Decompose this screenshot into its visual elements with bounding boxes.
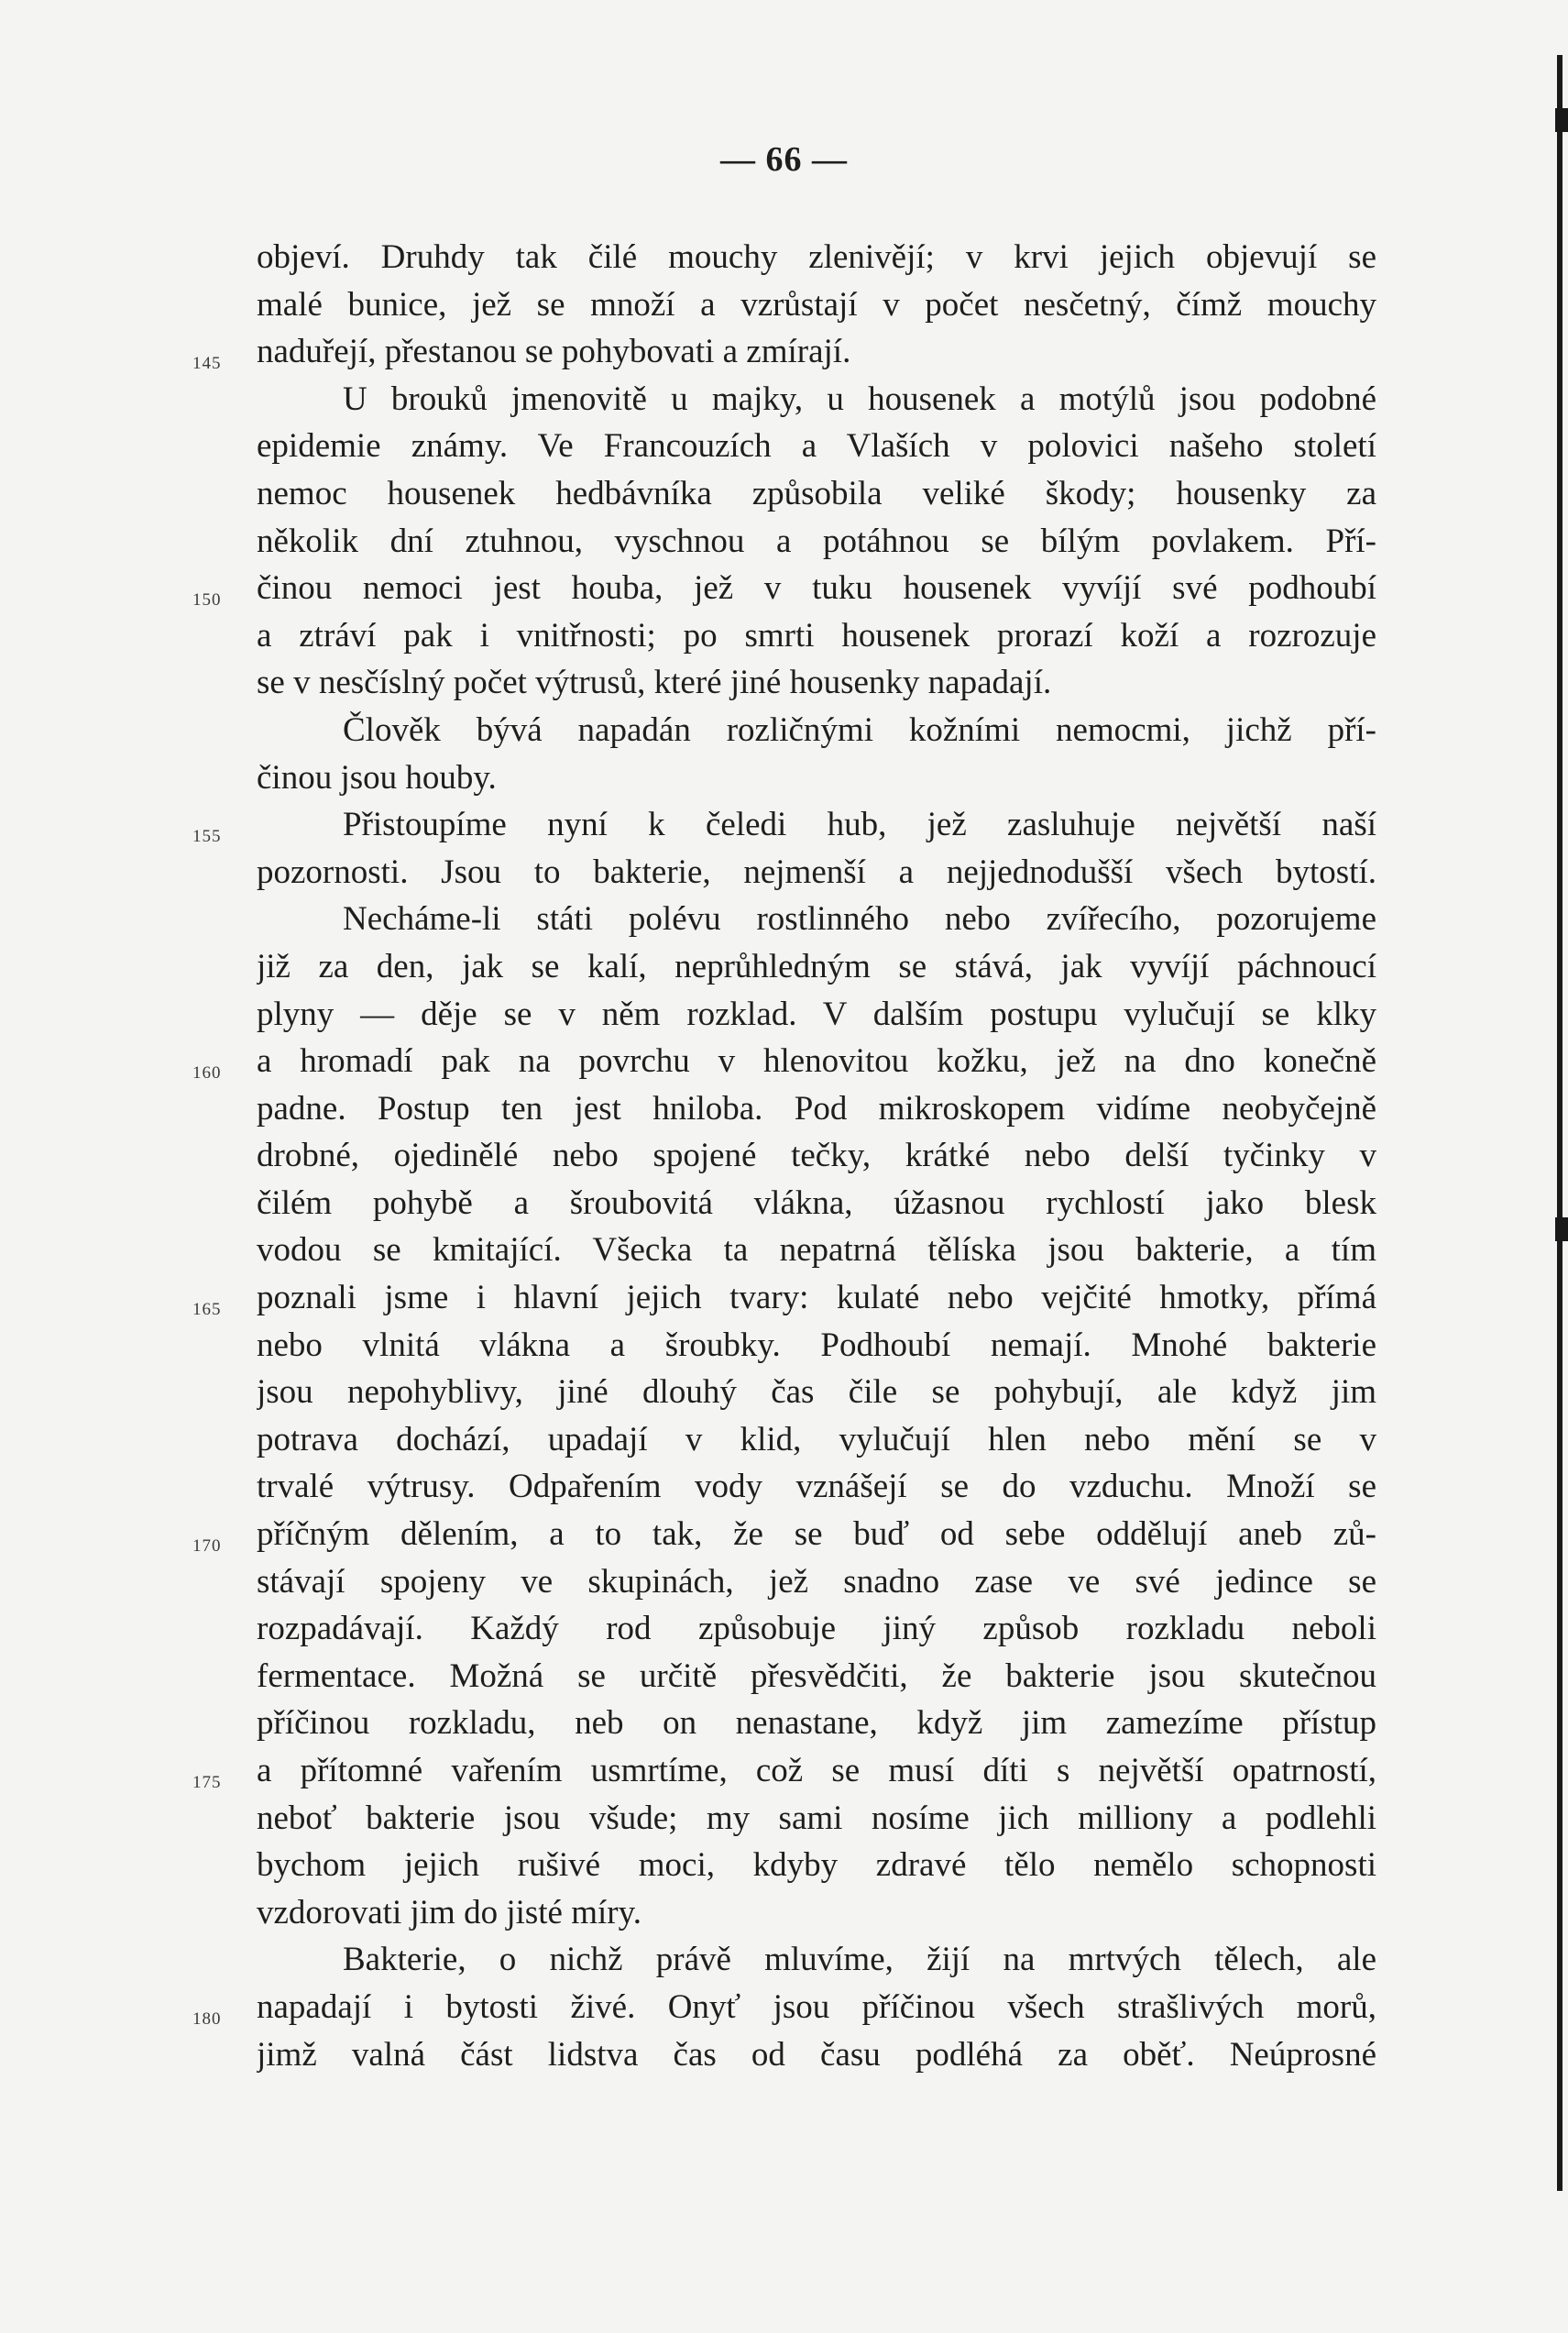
line-number: 165 (192, 1300, 222, 1319)
text-line: epidemie známy. Ve Francouzích a Vlaších v polovici našeho století (257, 427, 1376, 466)
text-line: nemoc housenek hedbávníka způsobila veliké škody; housenky za (257, 474, 1376, 512)
text-line: činou jsou houby. (257, 758, 497, 797)
text-line: trvalé výtrusy. Odpařením vody vznášejí se do vzduchu. Množí se (257, 1468, 1376, 1506)
text-line: Necháme-li státi polévu rostlinného nebo zvířecího, pozorujeme (343, 900, 1376, 939)
text-line: příčným dělením, a to tak, že se buď od sebe oddělují aneb zů- (257, 1515, 1376, 1554)
line-number: 150 (192, 590, 222, 610)
text-line: U brouků jmenovitě u majky, u housenek a motýlů jsou podobné (343, 380, 1376, 418)
text-line: malé bunice, jež se množí a vzrůstají v počet nesčetný, čímž mouchy (257, 285, 1376, 324)
text-line: Bakterie, o nichž právě mluvíme, žijí na mrtvých tělech, ale (343, 1941, 1376, 1979)
text-line: a přítomné vařením usmrtíme, což se musí díti s největší opatrností, (257, 1752, 1376, 1789)
page-edge-mark (1555, 108, 1568, 132)
text-line: stávají spojeny ve skupinách, jež snadno zase ve své jedince se (257, 1562, 1376, 1601)
text-line: bychom jejich rušivé moci, kdyby zdravé tělo nemělo schopnosti (257, 1846, 1376, 1885)
text-line: činou nemoci jest houba, jež v tuku housenek vyvíjí své podhoubí (257, 569, 1376, 608)
text-line: jimž valná část lidstva čas od času podléhá za oběť. Neúprosné (257, 2035, 1376, 2074)
text-line: příčinou rozkladu, neb on nenastane, když jim zamezíme přístup (257, 1704, 1376, 1743)
body-text (257, 234, 1376, 2078)
text-line: nebo vlnitá vlákna a šroubky. Podhoubí nemají. Mnohé bakterie (257, 1326, 1376, 1364)
text-line: neboť bakterie jsou všude; my sami nosíme jich milliony a podlehli (257, 1799, 1376, 1837)
text-line: již za den, jak se kalí, neprůhledným se stává, jak vyvíjí páchnoucí (257, 947, 1376, 985)
text-line: objeví. Druhdy tak čilé mouchy zlenivějí; v krvi jejich objevují se (257, 238, 1376, 276)
text-line: několik dní ztuhnou, vyschnou a potáhnou se bílým povlakem. Pří- (257, 522, 1376, 560)
text-line: drobné, ojedinělé nebo spojené tečky, krátké nebo delší tyčinky v (257, 1137, 1376, 1175)
text-line: čilém pohybě a šroubovitá vlákna, úžasnou rychlostí jako blesk (257, 1183, 1376, 1222)
line-number: 155 (192, 827, 222, 846)
text-line: napadají i bytosti živé. Onyť jsou příčinou všech strašlivých morů, (257, 1987, 1376, 2026)
text-line: pozornosti. Jsou to bakterie, nejmenší a nejjednodušší všech bytostí. (257, 853, 1376, 891)
text-line: jsou nepohyblivy, jiné dlouhý čas čile se pohybují, ale když jim (257, 1373, 1376, 1412)
line-number: 145 (192, 354, 222, 373)
text-line: vodou se kmitající. Všecka ta nepatrná tělíska jsou bakterie, a tím (257, 1231, 1376, 1270)
text-line: se v nesčíslný počet výtrusů, které jiné housenky napadají. (257, 664, 1052, 702)
text-line: padne. Postup ten jest hniloba. Pod mikroskopem vidíme neobyčejně (257, 1089, 1376, 1128)
line-number: 170 (192, 1536, 222, 1556)
line-number: 175 (192, 1773, 222, 1792)
text-line: plyny — děje se v něm rozklad. V dalším postupu vylučují se klky (257, 995, 1376, 1033)
line-number: 180 (192, 2009, 222, 2029)
line-number: 160 (192, 1063, 222, 1083)
text-line: poznali jsme i hlavní jejich tvary: kulaté nebo vejčité hmotky, přímá (257, 1279, 1376, 1317)
text-line: a hromadí pak na povrchu v hlenovitou kožku, jež na dno konečně (257, 1042, 1376, 1081)
text-line: fermentace. Možná se určitě přesvědčiti, že bakterie jsou skutečnou (257, 1656, 1376, 1695)
text-line: Přistoupíme nyní k čeledi hub, jež zasluhuje největší naší (343, 806, 1376, 844)
text-line: a ztráví pak i vnitřnosti; po smrti housenek prorazí koží a rozrozuje (257, 616, 1376, 655)
text-line: Člověk bývá napadán rozličnými kožními nemocmi, jichž pří- (343, 710, 1376, 749)
text-line: rozpadávají. Každý rod způsobuje jiný způsob rozkladu neboli (257, 1610, 1376, 1648)
page-edge-mark (1555, 1217, 1568, 1241)
page-edge-binding (1557, 55, 1563, 2191)
text-line: potrava dochází, upadají v klid, vylučují hlen nebo mění se v (257, 1420, 1376, 1458)
page-number: — 66 — (720, 140, 848, 179)
text-line: vzdorovati jim do jisté míry. (257, 1893, 641, 1931)
text-line: naduřejí, přestanou se pohybovati a zmírají. (257, 333, 851, 371)
